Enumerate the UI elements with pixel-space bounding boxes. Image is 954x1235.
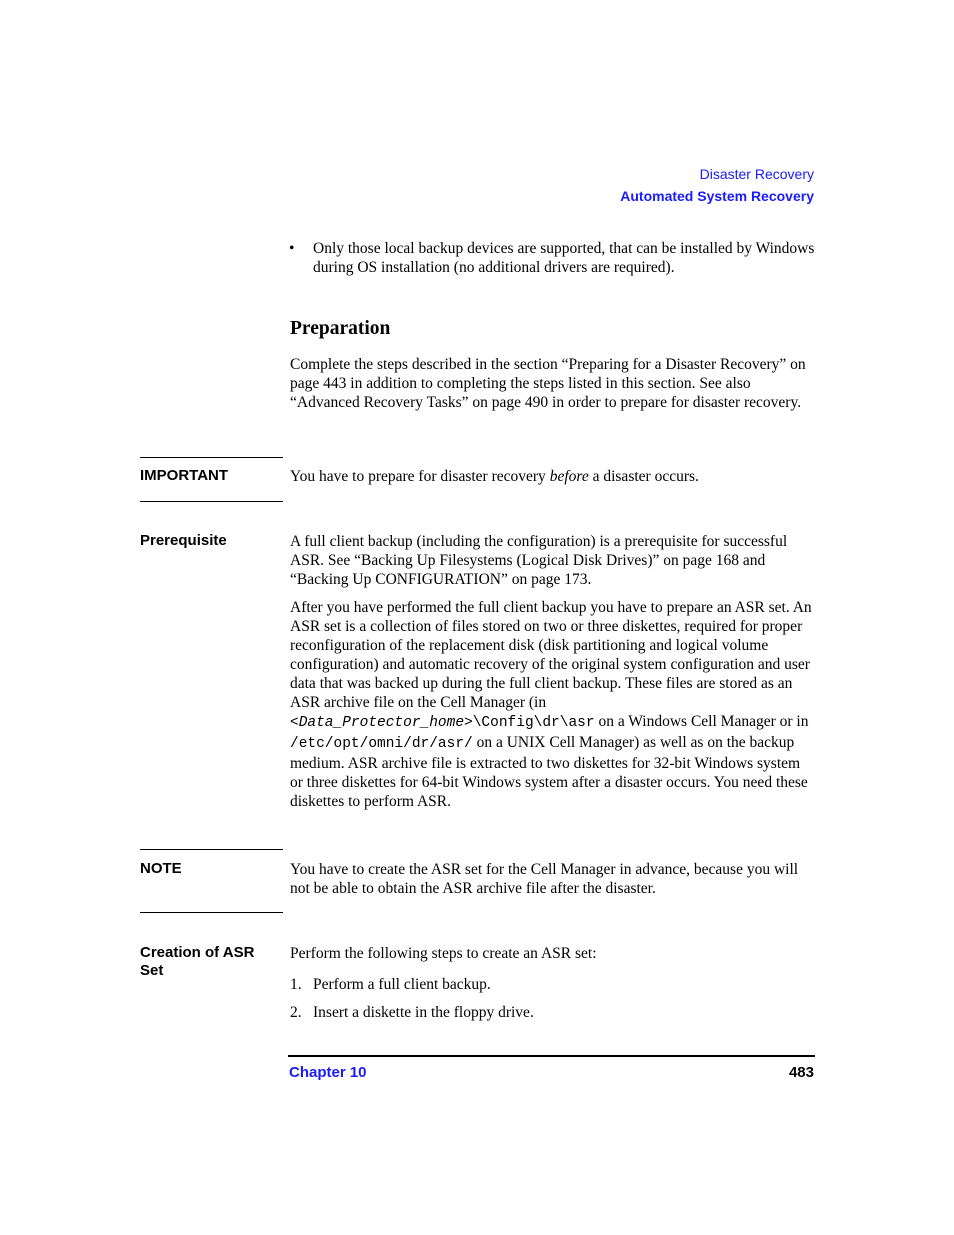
bullet-marker: • [289, 240, 295, 257]
note-top-rule [140, 849, 283, 850]
important-text-after: a disaster occurs. [588, 468, 699, 485]
p2-text-3: on a UNIX Cell Manager) as well as on the backup medium. ASR archive file is extracted to two diskettes for 32-bit Windows system or three diskettes for 64-bit Windows system after a disaster occurs. You need these diskettes to perform ASR. [290, 734, 808, 810]
important-text-emphasis: before [549, 468, 589, 485]
step-text: Insert a diskette in the floppy drive. [313, 1004, 534, 1021]
list-item [290, 1003, 815, 1022]
p2-text-2: on a Windows Cell Manager or in [594, 713, 809, 730]
note-label: NOTE [140, 860, 182, 877]
important-bottom-rule [140, 501, 283, 502]
prerequisite-paragraph-1: A full client backup (including the configuration) is a prerequisite for successful ASR. See “Backing Up Filesystems (Logical Disk Drives)” on page 168 and “Backing Up CONFIGURATION” on page 173. [290, 533, 788, 588]
step-number: 2. [290, 1004, 302, 1021]
important-text [290, 467, 815, 486]
note-text: You have to create the ASR set for the Cell Manager in advance, because you will not be able to obtain the ASR archive file after the disaster. [290, 861, 799, 897]
running-header-section: Automated System Recovery [620, 188, 814, 204]
important-text-before: You have to prepare for disaster recovery [290, 468, 550, 485]
important-label: IMPORTANT [140, 467, 229, 484]
prerequisite-paragraph-2 [290, 598, 815, 811]
creation-label: Creation of ASR Set [140, 944, 255, 979]
step-text: Perform a full client backup. [313, 976, 491, 993]
list-item [290, 975, 815, 994]
footer-chapter: Chapter 10 [289, 1064, 367, 1081]
p2-code-home: <Data_Protector_home> [290, 715, 473, 731]
p2-code-path-unix: /etc/opt/omni/dr/asr/ [290, 736, 473, 752]
running-header-chapter: Disaster Recovery [699, 166, 814, 182]
bullet-list-item [290, 239, 815, 277]
section-heading-preparation: Preparation [290, 318, 391, 339]
bullet-text: Only those local backup devices are supported, that can be installed by Windows during OS installation (no additional drivers are required). [313, 240, 815, 276]
page-number: 483 [788, 1064, 814, 1081]
p2-text-1: After you have performed the full client backup you have to prepare an ASR set. An ASR set is a collection of files stored on two or three diskettes, required for proper reconfiguration of the replacement disk (disk partitioning and logical volume configuration) and automatic recovery of the original system configuration and user data that was backed up during the full client backup. These files are stored as an ASR archive file on the Cell Manager (in [290, 599, 812, 711]
prerequisite-label: Prerequisite [140, 532, 227, 549]
footer-rule [288, 1055, 815, 1057]
important-top-rule [140, 457, 283, 458]
note-bottom-rule [140, 912, 283, 913]
creation-intro: Perform the following steps to create an ASR set: [290, 945, 597, 962]
p2-code-path-windows: \Config\dr\asr [472, 715, 595, 731]
step-number: 1. [290, 976, 302, 993]
preparation-paragraph: Complete the steps described in the section “Preparing for a Disaster Recovery” on page 443 in addition to completing the steps listed in this section. See also “Advanced Recovery Tasks” on page 490 in order to prepare for disaster recovery. [290, 356, 806, 411]
steps-list [290, 975, 815, 1022]
